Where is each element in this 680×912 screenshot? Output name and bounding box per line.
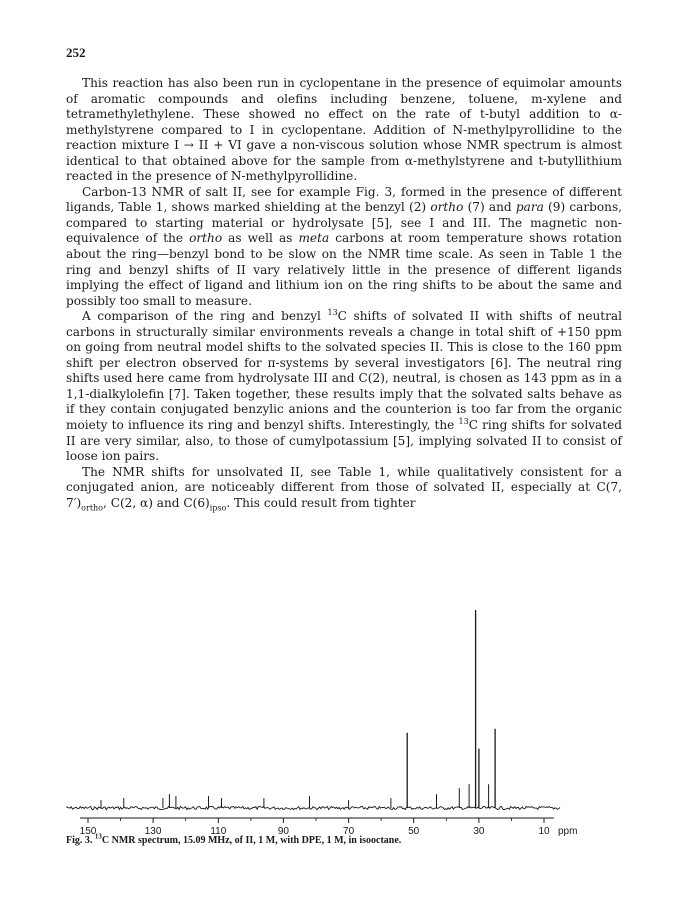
x-tick-label: 70 bbox=[343, 826, 355, 837]
x-tick-label: 50 bbox=[408, 826, 420, 837]
x-tick-label: 10 bbox=[538, 826, 550, 837]
body-text bbox=[66, 76, 622, 511]
x-tick-label: 90 bbox=[277, 826, 289, 837]
spectrum-trace-group bbox=[66, 610, 560, 810]
x-tick-label: 110 bbox=[210, 826, 227, 837]
page-number: 252 bbox=[66, 45, 86, 60]
x-tick-label: 30 bbox=[473, 826, 485, 837]
nmr-spectrum-plot bbox=[66, 600, 622, 840]
paragraph-3: A comparison of the ring and benzyl $^{13}$C shifts of solvated II with shifts of neutral carbons in structurally similar environments reveals a change in total shift of +150 ppm on going from neutral model shifts to the solvated species II. This is close to the 160 ppm shift per electron observed for π-systems by several investigators [6]. The neutral ring shifts used here came from hydrolysate III and C(2), neutral, is chosen as 143 ppm as in a 1,1-dialkylolefin [7]. Taken together, these results imply that the solvated salts behave as if they contain conjugated benzylic anions and the counterion is too far from the organic moiety to influence its ring and benzyl shifts. Interestingly, the $^{13}$C ring shifts for solvated II are very similar, also, to those of cumylpotassium [5], implying solvated II to consist of loose ion pairs. bbox=[66, 308, 623, 464]
paragraph-2: Carbon-13 NMR of salt II, see for example Fig. 3, formed in the presence of different ligands, Table 1, shows marked shielding at the benzyl (2) ortho (7) and para (9) carbons, compared to starting material or hydrolysate [5], see I and III. The magnetic non-equivalence of the ortho as well as meta carbons at room temperature shows rotation about the ring—benzyl bond to be slow on the NMR time scale. As seen in Table 1 the ring and benzyl shifts of II vary relatively little in the presence of different ligands implying the effect of ligand and lithium ion on the ring shifts to be about the same and possibly too small to measure. bbox=[66, 184, 623, 308]
x-tick-label: 150 bbox=[79, 826, 97, 837]
spectrum-baseline bbox=[66, 806, 560, 809]
x-tick-label: 130 bbox=[144, 826, 162, 837]
nmr-spectrum-figure bbox=[66, 600, 622, 840]
paragraph-1: This reaction has also been run in cyclopentane in the presence of equimolar amounts of aromatic compounds and olefins including benzene, toluene, m-xylene and tetramethylethylene. These showed no effect on the rate of t-butyl addition to α-methylstyrene compared to I in cyclopentane. Addition of N-methylpyrollidine to the reaction mixture I → II + VI gave a non-viscous solution whose NMR spectrum is almost identical to that obtained above for the sample from α-methylstyrene and t-butyllithium reacted in the presence of N-methylpyrollidine. bbox=[66, 76, 622, 184]
figure-caption: Fig. 3. $^{13}$C NMR spectrum, 15.09 MHz, of II, 1 M, with DPE, 1 M, in isooctane. bbox=[66, 832, 402, 846]
x-axis-unit: ppm bbox=[558, 826, 578, 837]
paragraph-4: The NMR shifts for unsolvated II, see Table 1, while qualitatively consistent for a conjugated anion, are noticeably different from those of solvated II, especially at C(7, $7')_{ortho}$, C(2, α) and $C(6)_{ipso}$. This could result from tighter bbox=[66, 464, 622, 513]
